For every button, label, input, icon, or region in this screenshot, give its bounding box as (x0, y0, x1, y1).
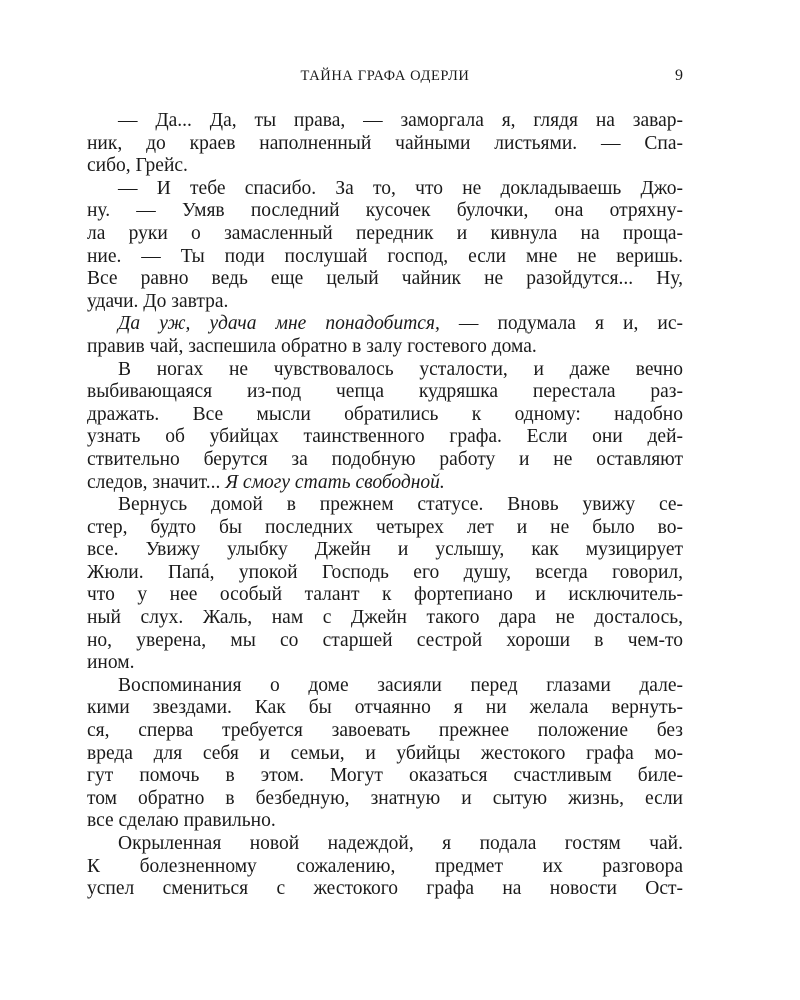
text-span: ином. (87, 652, 135, 674)
text-line (87, 517, 683, 540)
italic-text: Я смогу стать свободной. (225, 471, 445, 493)
text-line (87, 652, 683, 675)
text-line (87, 381, 683, 404)
text-line (87, 584, 683, 607)
text-span: Окрыленная новой надеждой, я подала гостям чай. (118, 833, 683, 854)
text-line (87, 200, 683, 223)
text-line (87, 246, 683, 269)
text-line (87, 472, 683, 495)
text-line (87, 539, 683, 562)
text-line (87, 630, 683, 653)
text-span: ный слух. Жаль, нам с Джейн такого дара не досталось, (87, 607, 683, 629)
paragraph-first-line (87, 833, 683, 856)
text-span: Все равно ведь еще целый чайник не разойдутся... Ну, (87, 268, 683, 290)
text-line (87, 720, 683, 743)
text-span: К болезненному сожалению, предмет их разговора (87, 855, 683, 877)
text-line (87, 697, 683, 720)
italic-text: Да уж, удача мне понадобится, (118, 313, 440, 335)
text-span: том обратно в безбедную, знатную и сытую жизнь, если (87, 787, 683, 809)
text-line (87, 336, 683, 359)
text-span: но, уверена, мы со старшей сестрой хороши в чем-то (87, 629, 683, 651)
text-span: узнать об убийцах таинственного графа. Если они дей- (87, 426, 683, 448)
text-line (87, 291, 683, 314)
text-span: выбивающаяся из-под чепца кудряшка перестала раз- (87, 381, 683, 403)
text-span: правив чай, заспешила обратно в залу гостевого дома. (87, 335, 537, 357)
text-line (87, 155, 683, 178)
paragraph-first-line (87, 359, 683, 382)
page-number: 9 (675, 67, 683, 84)
text-span: удачи. До завтра. (87, 290, 229, 312)
text-span: ствительно берутся за подобную работу и не оставляют (87, 448, 683, 470)
text-span: ся, сперва требуется завоевать прежнее положение без (87, 720, 683, 742)
text-line (87, 449, 683, 472)
text-span: — Да... Да, ты права, — заморгала я, глядя на завар- (118, 110, 683, 131)
text-line (87, 743, 683, 766)
paragraph-first-line (87, 494, 683, 517)
text-span: все. Увижу улыбку Джейн и услышу, как музицирует (87, 539, 683, 561)
text-line (87, 223, 683, 246)
text-span: Жюли. Папá, упокой Господь его душу, всегда говорил, (87, 561, 683, 583)
text-span: ник, до краев наполненный чайными листьями. — Спа- (87, 132, 683, 154)
text-span: что у нее особый талант к фортепиано и исключитель- (87, 584, 683, 606)
text-line (87, 133, 683, 156)
text-span: ла руки о замасленный передник и кивнула на проща- (87, 222, 683, 244)
text-span: следов, значит... (87, 471, 226, 493)
text-span: вреда для себя и семьи, и убийцы жестокого графа мо- (87, 742, 683, 764)
text-span: ну. — Умяв последний кусочек булочки, она отряхну- (87, 200, 683, 222)
text-line (87, 765, 683, 788)
text-span: ние. — Ты поди послушай господ, если мне не веришь. (87, 245, 683, 267)
paragraph-first-line (87, 313, 683, 336)
text-line (87, 426, 683, 449)
paragraph-first-line (87, 178, 683, 201)
paragraph-first-line (87, 675, 683, 698)
text-line (87, 788, 683, 811)
text-span: Воспоминания о доме засияли перед глазами дале- (118, 674, 683, 696)
body-text (87, 110, 683, 901)
text-line (87, 562, 683, 585)
running-header-title: ТАЙНА ГРАФА ОДЕРЛИ (300, 68, 470, 84)
text-line (87, 878, 683, 901)
text-span: — И тебе спасибо. За то, что не докладываешь Джо- (118, 177, 683, 199)
text-span: кими звездами. Как бы отчаянно я ни желала вернуть- (87, 697, 683, 719)
text-line (87, 268, 683, 291)
text-line (87, 810, 683, 833)
text-line (87, 404, 683, 427)
text-span: стер, будто бы последних четырех лет и не было во- (87, 516, 683, 538)
text-span: В ногах не чувствовалось усталости, и даже вечно (118, 358, 683, 380)
text-span: — подумала я и, ис- (439, 313, 683, 335)
text-line (87, 607, 683, 630)
text-span: гут помочь в этом. Могут оказаться счастливым биле- (87, 765, 683, 787)
text-span: дражать. Все мысли обратились к одному: надобно (87, 403, 683, 425)
paragraph-first-line (87, 110, 683, 133)
text-span: успел смениться с жестокого графа на новости Ост- (87, 878, 683, 900)
text-line (87, 856, 683, 879)
text-span: сибо, Грейс. (87, 155, 188, 177)
text-span: все сделаю правильно. (87, 810, 276, 832)
text-span: Вернусь домой в прежнем статусе. Вновь увижу се- (118, 494, 683, 516)
